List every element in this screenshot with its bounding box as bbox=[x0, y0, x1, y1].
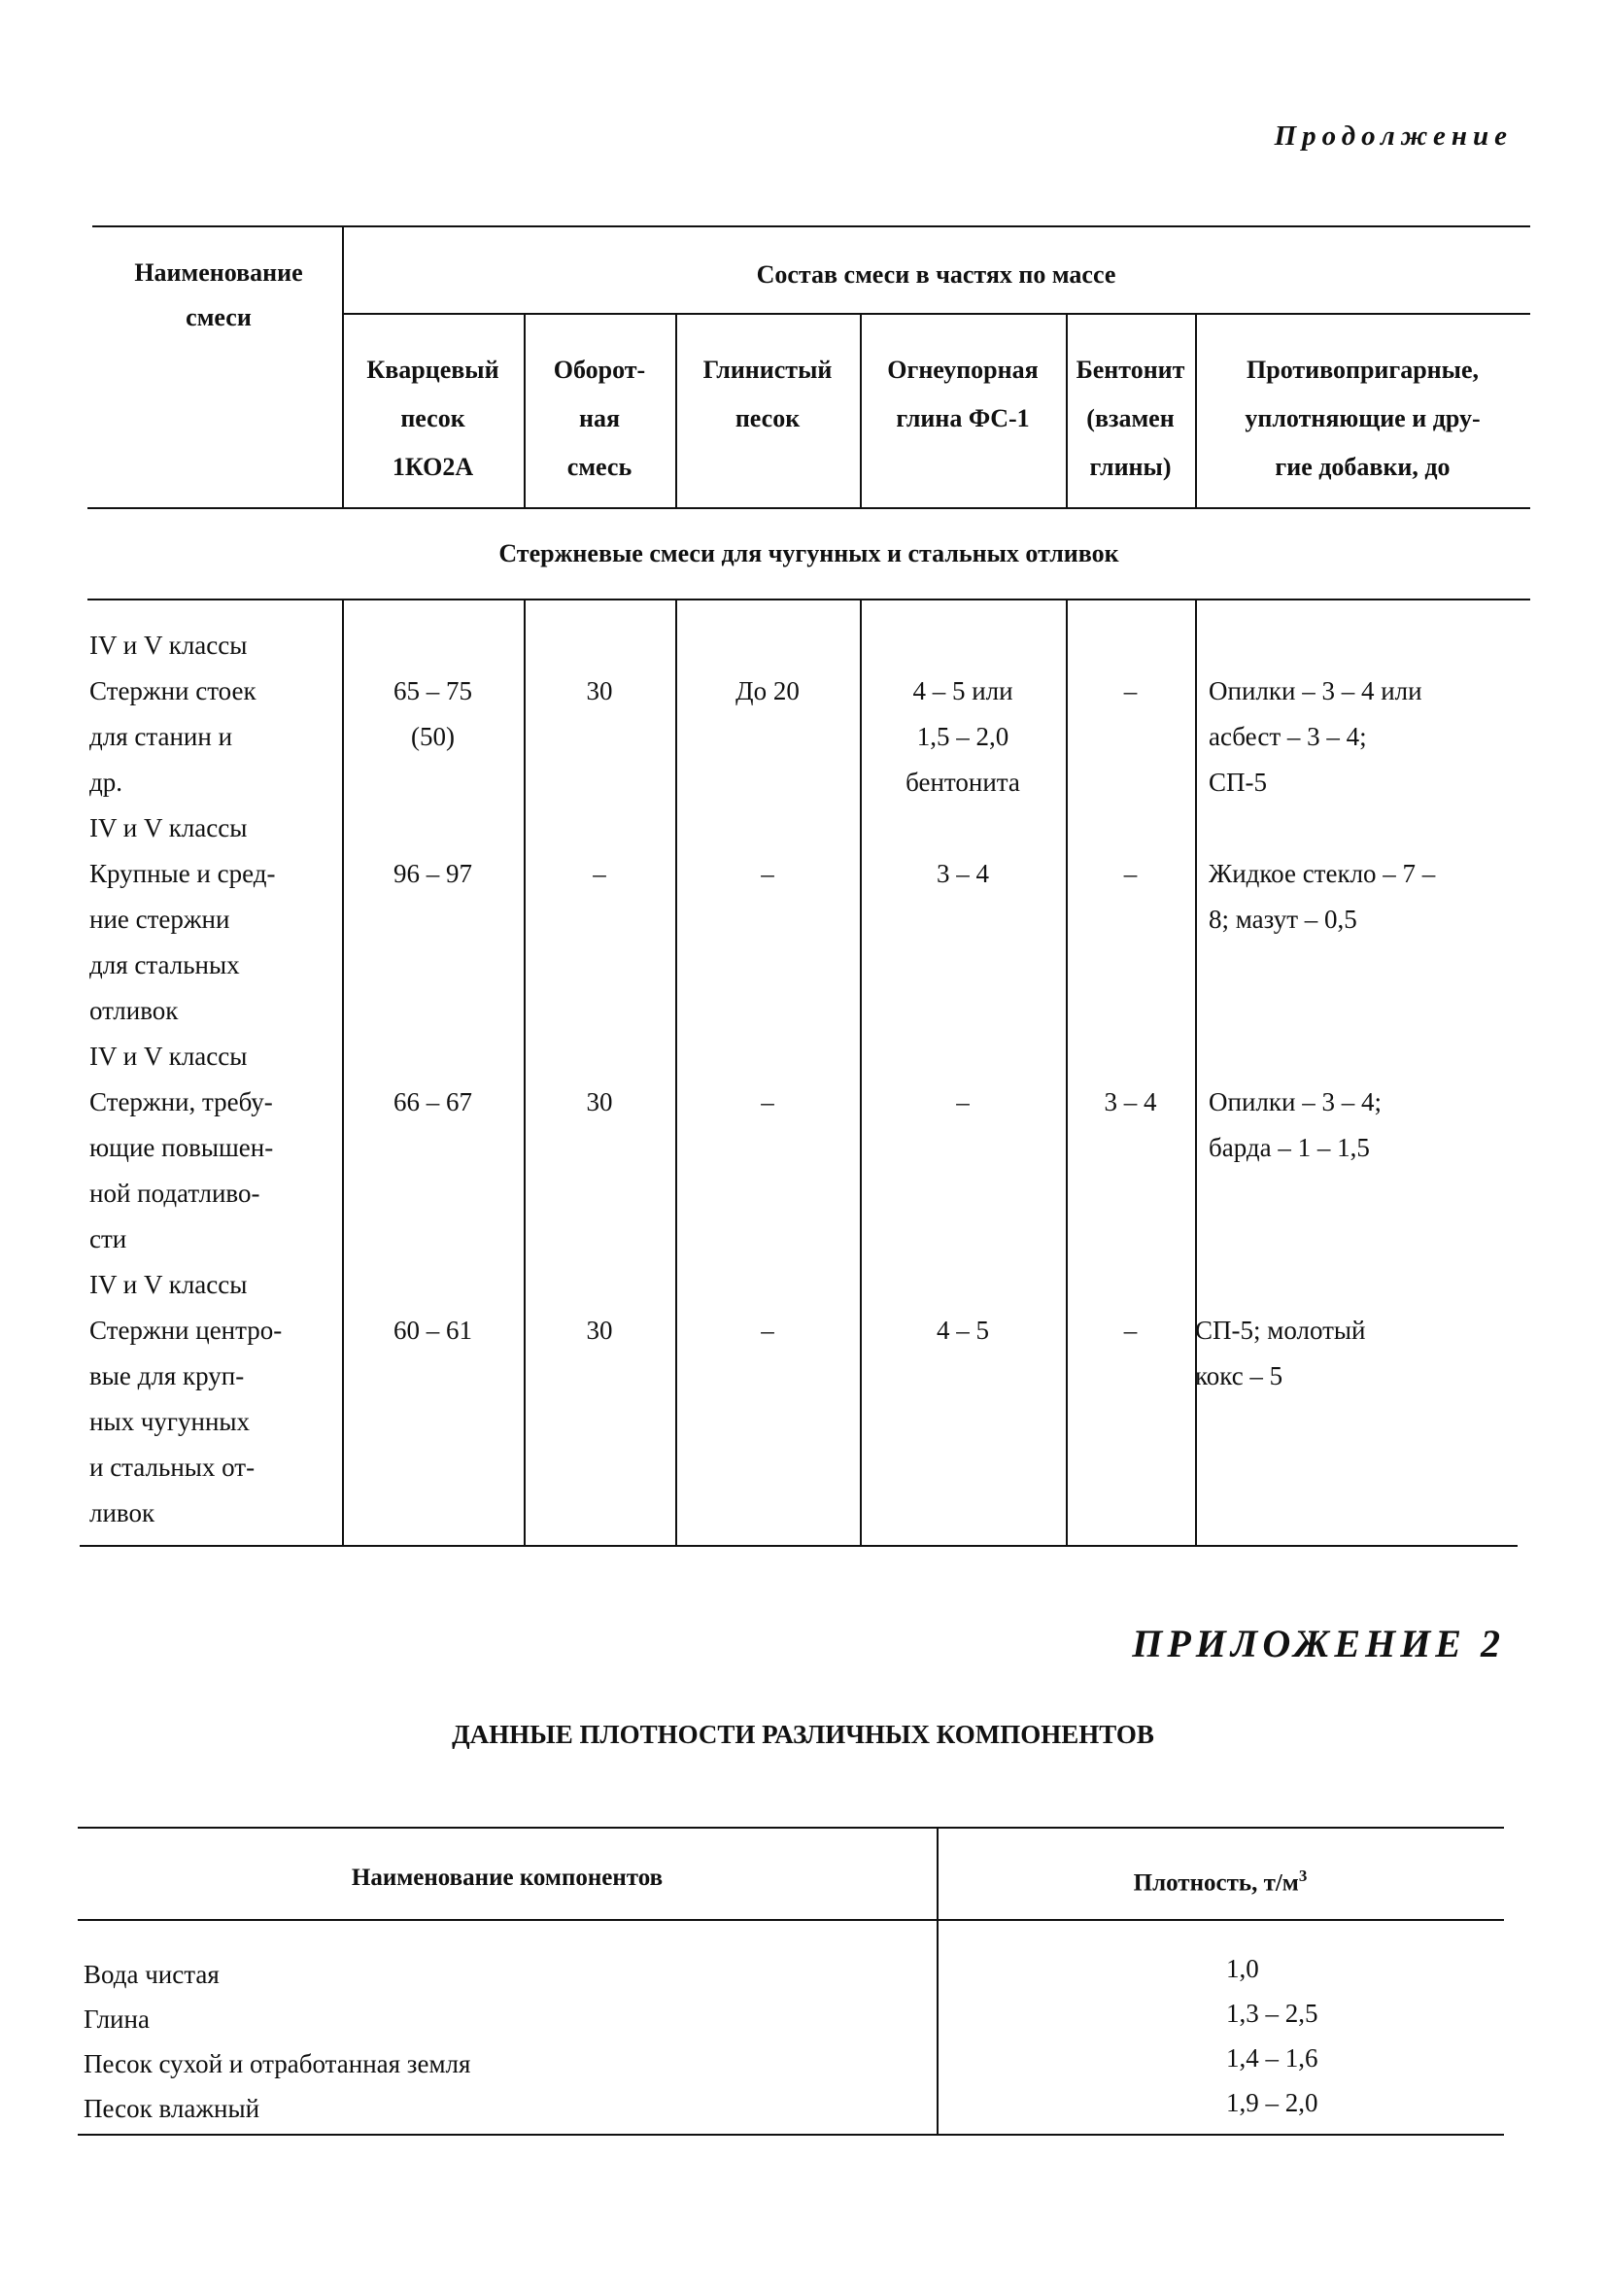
continuation-label: Продолжение bbox=[1274, 120, 1513, 152]
header-col-clay-sand: Глинистый песок bbox=[702, 356, 833, 432]
header-col-return-mix: Оборот- ная смесь bbox=[553, 356, 646, 481]
row-class-label: IV и V классы bbox=[89, 631, 248, 660]
cell-quartz-sand: 65 – 75 (50) bbox=[393, 676, 472, 751]
density-table-top-rule bbox=[78, 1827, 1504, 1829]
row-class-label: IV и V классы bbox=[89, 1042, 248, 1071]
cell-return-mix: 30 bbox=[586, 1316, 613, 1345]
col-divider bbox=[675, 599, 677, 1545]
density-row-value: 1,3 – 2,5 bbox=[1226, 1999, 1318, 2028]
appendix-subtitle: ДАННЫЕ ПЛОТНОСТИ РАЗЛИЧНЫХ КОМПОНЕНТОВ bbox=[452, 1720, 1154, 1749]
cell-additives: Опилки – 3 – 4; барда – 1 – 1,5 bbox=[1209, 1087, 1382, 1162]
cell-bentonite: – bbox=[1123, 1316, 1138, 1345]
density-header-name: Наименование компонентов bbox=[351, 1865, 664, 1891]
header-col-additives: Противопригарные, уплотняющие и дру- гие добавки, до bbox=[1245, 356, 1481, 481]
density-row-name: Песок влажный bbox=[84, 2094, 260, 2123]
row-mix-name: Стержни стоек для станин и др. bbox=[89, 676, 256, 797]
header-col-quartz-sand: Кварцевый песок 1КО2А bbox=[366, 356, 499, 481]
table-top-rule bbox=[92, 225, 1530, 227]
cell-fireclay: 4 – 5 bbox=[937, 1316, 989, 1345]
cell-quartz-sand: 66 – 67 bbox=[393, 1087, 472, 1116]
row-mix-name: Стержни центро- вые для круп- ных чугунных и стальных от- ливок bbox=[89, 1316, 283, 1527]
table-bottom-rule bbox=[80, 1545, 1518, 1547]
header-col-bentonite: Бентонит (взамен глины) bbox=[1076, 356, 1185, 481]
col-divider bbox=[1195, 599, 1197, 1545]
cell-additives: Жидкое стекло – 7 – 8; мазут – 0,5 bbox=[1209, 859, 1436, 934]
cell-additives: СП-5; молотый кокс – 5 bbox=[1195, 1316, 1366, 1390]
cell-fireclay: 3 – 4 bbox=[937, 859, 989, 888]
cell-quartz-sand: 96 – 97 bbox=[393, 859, 472, 888]
row-mix-name: Крупные и сред- ние стержни для стальных отливок bbox=[89, 859, 276, 1025]
density-row-value: 1,4 – 1,6 bbox=[1226, 2043, 1318, 2073]
header-bottom-rule bbox=[87, 507, 1530, 509]
density-header-value bbox=[937, 1854, 1504, 1905]
appendix-title: ПРИЛОЖЕНИЕ 2 bbox=[1132, 1622, 1505, 1665]
cell-clay-sand: – bbox=[761, 1087, 774, 1116]
cell-return-mix: 30 bbox=[586, 676, 613, 705]
density-header-value-text: Плотность, т/м bbox=[1133, 1869, 1299, 1897]
header-col-fireclay: Огнеупорная глина ФС-1 bbox=[887, 356, 1039, 432]
row-class-label: IV и V классы bbox=[89, 813, 248, 842]
group-header-rule bbox=[342, 313, 1530, 315]
section-bottom-rule bbox=[87, 599, 1530, 600]
density-row-value: 1,9 – 2,0 bbox=[1226, 2088, 1318, 2117]
density-header-value-sup: 3 bbox=[1298, 1867, 1308, 1885]
density-row-value: 1,0 bbox=[1226, 1954, 1259, 1983]
cell-additives: Опилки – 3 – 4 или асбест – 3 – 4; СП-5 bbox=[1209, 676, 1422, 797]
cell-bentonite: – bbox=[1123, 859, 1138, 888]
header-name-col: Наименование смеси bbox=[134, 258, 303, 331]
cell-clay-sand: – bbox=[761, 859, 774, 888]
cell-clay-sand: До 20 bbox=[735, 676, 800, 705]
density-table-bottom-rule bbox=[78, 2134, 1504, 2136]
row-mix-name: Стержни, требу- ющие повышен- ной податливо- сти bbox=[89, 1087, 274, 1253]
cell-fireclay: – bbox=[956, 1087, 970, 1116]
cell-return-mix: 30 bbox=[586, 1087, 613, 1116]
section-title: Стержневые смеси для чугунных и стальных отливок bbox=[498, 539, 1119, 567]
cell-quartz-sand: 60 – 61 bbox=[393, 1316, 472, 1345]
header-composition-group: Состав смеси в частях по массе bbox=[756, 260, 1116, 289]
cell-clay-sand: – bbox=[761, 1316, 774, 1345]
cell-return-mix: – bbox=[593, 859, 606, 888]
density-row-name: Глина bbox=[84, 2005, 150, 2034]
density-header-rule bbox=[78, 1919, 1504, 1921]
cell-fireclay: 4 – 5 или 1,5 – 2,0 бентонита bbox=[906, 676, 1020, 797]
cell-bentonite: – bbox=[1123, 676, 1138, 705]
density-row-name: Песок сухой и отработанная земля bbox=[84, 2049, 471, 2078]
col-divider bbox=[524, 599, 526, 1545]
cell-bentonite: 3 – 4 bbox=[1104, 1087, 1157, 1116]
row-class-label: IV и V классы bbox=[89, 1270, 248, 1299]
col-divider bbox=[1066, 599, 1068, 1545]
density-row-name: Вода чистая bbox=[84, 1960, 220, 1989]
